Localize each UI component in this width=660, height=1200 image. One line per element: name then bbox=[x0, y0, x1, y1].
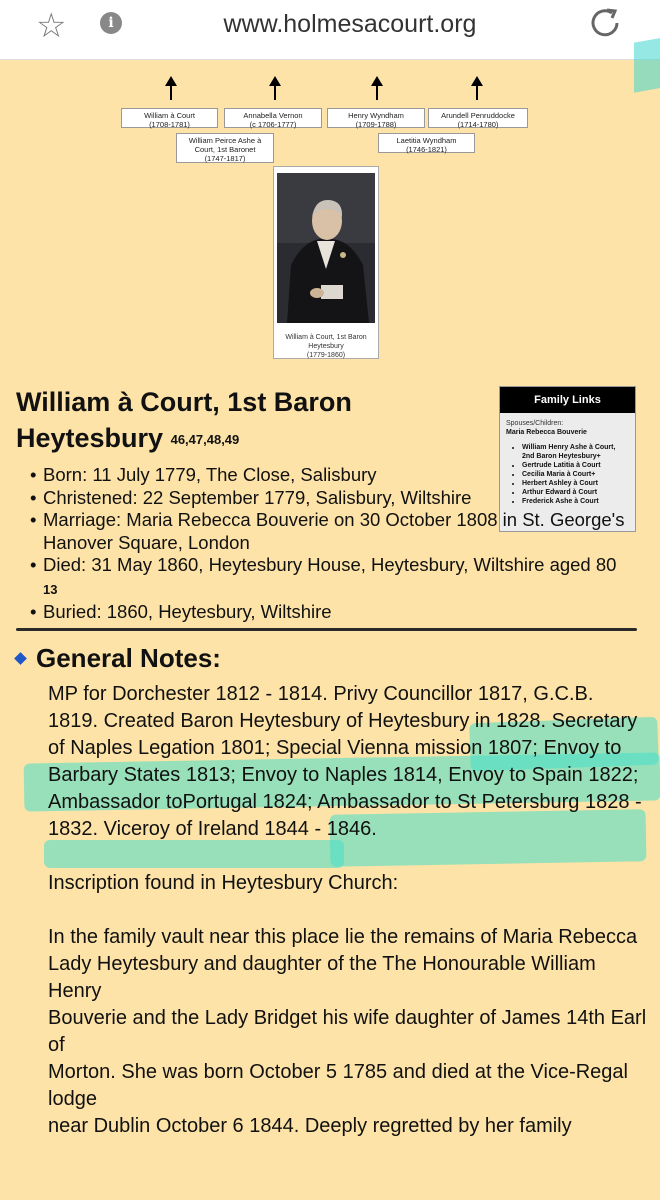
inscription-label: Inscription found in Heytesbury Church: bbox=[48, 872, 399, 894]
section-divider bbox=[16, 628, 637, 631]
diamond-bullet-icon bbox=[14, 652, 27, 665]
arrow-up-icon[interactable] bbox=[476, 84, 478, 100]
url-bar[interactable]: www.holmesacourt.org bbox=[223, 10, 477, 38]
spouses-label: Spouses/Children: bbox=[506, 420, 564, 427]
ancestor-box-grandmother-paternal[interactable]: Annabella Vernon (c 1706-1777) bbox=[224, 108, 322, 128]
notes-career: MP for Dorchester 1812 - 1814. Privy Councillor 1817, G.C.B. 1819. Created Baron Heytesbury of Heytesbury in 1828. Secretary of Naples Legation 1801; Special Vienna mission 1807; Envoy to Barbary States 1813; Envoy to Naples 1814, Envoy to Spain 1822; Ambassador toPortugal 1824; Ambassador to St Petersburg 1828 - 1832. Viceroy of Ireland 1844 - 1846. bbox=[48, 683, 642, 840]
arrow-up-icon[interactable] bbox=[170, 84, 172, 100]
ancestor-box-grandfather-paternal[interactable]: William à Court (1708-1781) bbox=[121, 108, 218, 128]
highlighter-mark bbox=[634, 37, 660, 92]
child-link[interactable]: • Cecilia Maria à Court+ bbox=[522, 470, 629, 479]
died-footnote[interactable]: 13 bbox=[43, 581, 58, 597]
fact-marriage: • Marriage: Maria Rebecca Bouverie on 30 October 1808 in St. George's Hanover Square, London bbox=[30, 509, 640, 554]
inscription-text bbox=[48, 924, 648, 1140]
fact-died: • Died: 31 May 1860, Heytesbury House, Heytesbury, Wiltshire aged 80 13 bbox=[30, 554, 640, 601]
fact-buried: • Buried: 1860, Heytesbury, Wiltshire bbox=[30, 601, 640, 624]
ancestor-box-father[interactable]: William Peirce Ashe à Court, 1st Baronet (1747-1817) bbox=[176, 133, 274, 163]
portrait-caption: William à Court, 1st Baron Heytesbury (1779-1860) bbox=[285, 334, 367, 359]
family-links-header: Family Links bbox=[500, 387, 635, 413]
inscription-line: Lady Heytesbury and daughter of the The Honourable William Henry bbox=[48, 953, 596, 1002]
reload-icon[interactable] bbox=[588, 6, 622, 40]
inscription-line: In the family vault near this place lie the remains of Maria Rebecca bbox=[48, 926, 638, 948]
inscription-line: near Dublin October 6 1844. Deeply regretted by her family bbox=[48, 1115, 572, 1137]
info-icon[interactable]: i bbox=[100, 12, 122, 34]
title-footnotes[interactable]: 46,47,48,49 bbox=[170, 432, 240, 447]
child-link[interactable]: • William Henry Ashe à Court, 2nd Baron Heytesbury+ bbox=[522, 443, 629, 461]
inscription-line: Bouverie and the Lady Bridget his wife daughter of James 14th Earl of bbox=[48, 1007, 647, 1056]
fact-christened: • Christened: 22 September 1779, Salisbury, Wiltshire bbox=[30, 487, 640, 510]
arrow-up-icon[interactable] bbox=[274, 84, 276, 100]
arrow-up-icon[interactable] bbox=[376, 84, 378, 100]
portrait-image bbox=[277, 173, 375, 323]
child-link[interactable]: • Gertrude Latitia à Court bbox=[522, 461, 629, 470]
star-icon[interactable]: ☆ bbox=[36, 7, 67, 45]
ancestor-box-mother[interactable]: Laetitia Wyndham (1746-1821) bbox=[378, 133, 475, 153]
ancestor-box-grandfather-maternal[interactable]: Henry Wyndham (1709-1788) bbox=[327, 108, 425, 128]
life-events-list bbox=[30, 464, 640, 624]
inscription-line: Morton. She was born October 5 1785 and died at the Vice-Regal lodge bbox=[48, 1061, 628, 1110]
notes-heading: General Notes: bbox=[36, 643, 221, 673]
browser-bar bbox=[0, 0, 660, 60]
page-title: William à Court, 1st Baron Heytesbury $^{46,47,48,49}$ bbox=[16, 387, 352, 453]
portrait-card[interactable] bbox=[273, 166, 379, 359]
child-link[interactable]: • Arthur Edward à Court bbox=[522, 488, 629, 497]
child-link[interactable]: • Herbert Ashley à Court bbox=[522, 479, 629, 488]
general-notes bbox=[48, 681, 648, 1140]
child-link[interactable]: • Frederick Ashe à Court bbox=[522, 497, 629, 506]
fact-born: • Born: 11 July 1779, The Close, Salisbury bbox=[30, 464, 640, 487]
ancestor-box-grandmother-maternal[interactable]: Arundell Penruddocke (1714-1780) bbox=[428, 108, 528, 128]
spouse-link[interactable]: Maria Rebecca Bouverie bbox=[506, 429, 587, 436]
